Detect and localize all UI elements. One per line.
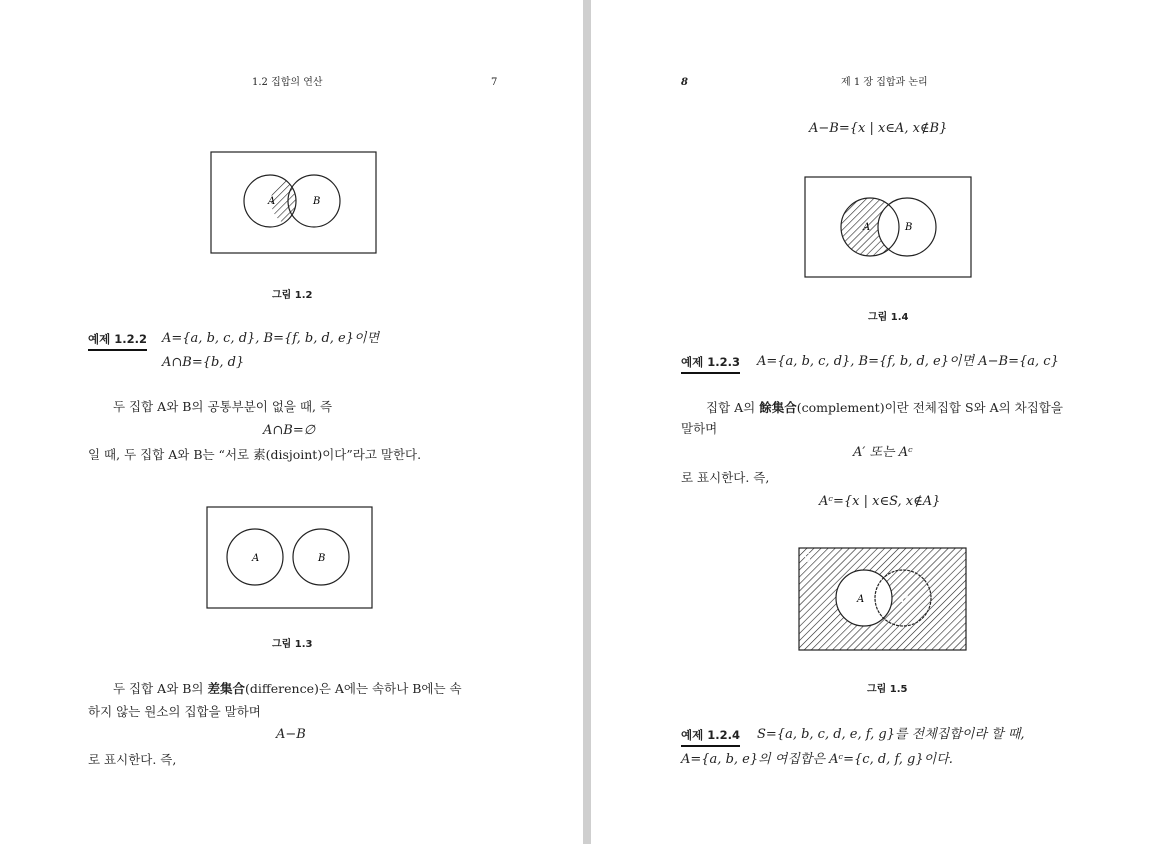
set-a-label: A xyxy=(252,553,260,564)
example-label: 예제 1.2.2 xyxy=(88,331,147,351)
set-b-label: B xyxy=(905,222,913,233)
paragraph-line xyxy=(113,681,462,697)
page-number: 7 xyxy=(491,77,498,88)
paragraph-text: (complement)이란 전체집합 S와 A의 차집합을 xyxy=(796,400,1063,415)
paragraph-line: 말하며 xyxy=(681,421,718,436)
formula: A′ 또는 Aᶜ xyxy=(853,445,913,460)
figure-caption: 그림 1.3 xyxy=(272,639,313,650)
paragraph-line: 하지 않는 원소의 집합을 말하며 xyxy=(88,704,261,719)
paragraph-text: (difference)은 A에는 속하나 B에는 속 xyxy=(245,681,462,696)
left-page xyxy=(0,0,583,844)
example-text: A={a, b, c, d}, B={f, b, d, e}이면 A−B={a, c} xyxy=(757,354,1059,369)
venn-diagram-complement xyxy=(591,0,1176,844)
paragraph-text: 집합 A의 xyxy=(706,400,760,415)
example-text: A={a, b, e}의 여집합은 Aᶜ={c, d, f, g}이다. xyxy=(681,752,953,767)
example-text: A={a, b, c, d}, B={f, b, d, e}이면 xyxy=(162,331,380,346)
example-result: A∩B={b, d} xyxy=(162,355,245,370)
universal-set-label: S xyxy=(803,551,812,565)
running-header-title: 제 1 장 집합과 논리 xyxy=(841,77,928,88)
figure-caption: 그림 1.2 xyxy=(272,290,313,301)
example-label: 예제 1.2.3 xyxy=(681,354,740,374)
figure-caption: 그림 1.4 xyxy=(868,312,909,323)
set-a-label: A xyxy=(863,222,871,233)
set-b-label: B xyxy=(901,594,909,605)
page-gutter xyxy=(583,0,591,844)
example-label: 예제 1.2.4 xyxy=(681,727,740,747)
running-header-title: 1.2 집합의 연산 xyxy=(252,77,323,88)
paragraph-line: 로 표시한다. 즉, xyxy=(88,752,177,767)
set-b-label: B xyxy=(318,553,326,564)
figure-caption: 그림 1.5 xyxy=(867,684,908,695)
example-text: S={a, b, c, d, e, f, g}를 전체집합이라 할 때, xyxy=(757,727,1025,742)
page-number: 8 xyxy=(681,77,688,88)
term-bold: 差集合 xyxy=(207,681,245,696)
paragraph-line: 일 때, 두 집합 A와 B는 “서로 素(disjoint)이다”라고 말한다. xyxy=(88,447,422,462)
paragraph-line: 두 집합 A와 B의 공통부분이 없을 때, 즉 xyxy=(113,399,333,414)
right-page xyxy=(591,0,1176,844)
set-b-label: B xyxy=(313,196,321,207)
formula: A−B xyxy=(276,727,306,742)
set-a-label: A xyxy=(268,196,276,207)
formula: Aᶜ={x | x∈S, x∉A} xyxy=(819,494,941,509)
paragraph-line: 로 표시한다. 즉, xyxy=(681,470,770,485)
formula: A∩B=∅ xyxy=(263,423,316,438)
paragraph-text: 두 집합 A와 B의 xyxy=(113,681,208,696)
formula: A−B={x | x∈A, x∉B} xyxy=(809,121,948,136)
term-bold: 餘集合 xyxy=(759,400,797,415)
set-a-label: A xyxy=(857,594,865,605)
